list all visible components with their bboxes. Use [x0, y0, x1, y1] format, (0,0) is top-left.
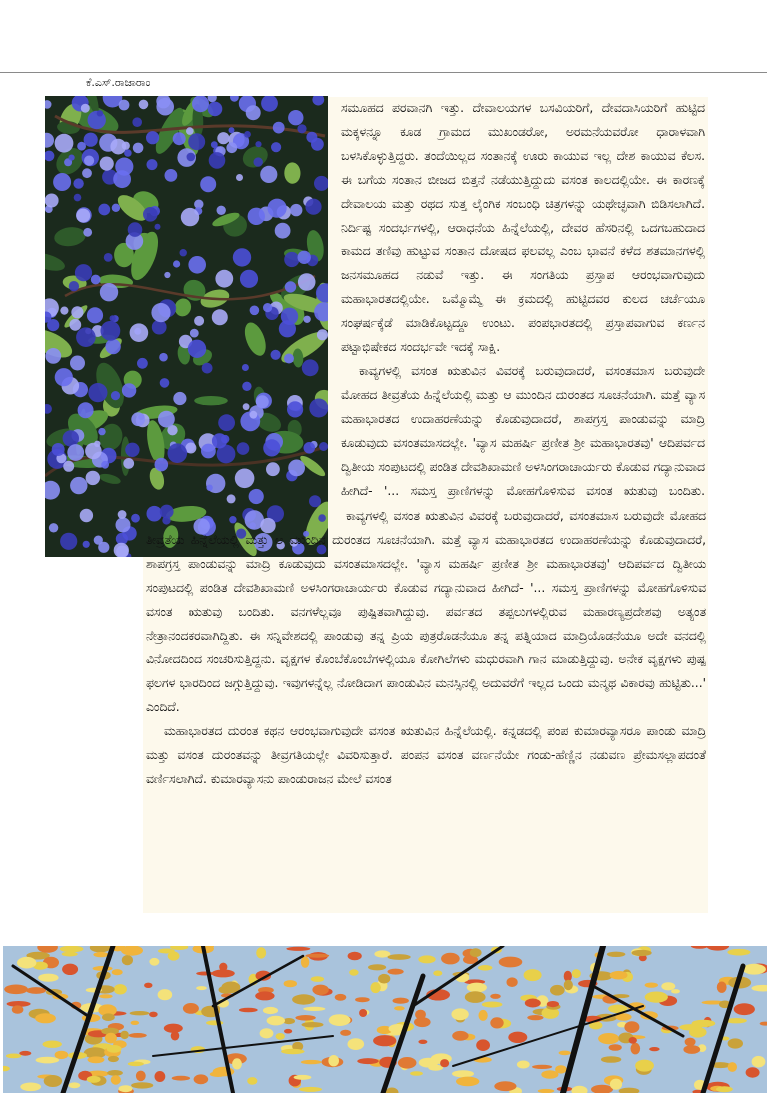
blue-flower-vine-photo — [45, 96, 328, 557]
paragraph-2: ಕಾವ್ಯಗಳಲ್ಲಿ ವಸಂತ ಋತುವಿನ ವಿವರಕ್ಕೆ ಬರುವುದಾದರೆ, ವಸಂತಮಾಸ ಬರುವುದೇ ಮೋಹದ ತೀವ್ರತೆಯ ಹಿನ್ನೆಲೆಯಲ್ಲಿ ಮತ್ತು ಆ ಮುಂದಿನ ದುರಂತದ ಸೂಚನೆಯಾಗಿ. ಮತ್ತೆ ವ್ಯಾಸ ಮಹಾಭಾರತದ ಉದಾಹರಣೆಯನ್ನು ಕೊಡುವುದಾದರೆ, ಶಾಪಗ್ರಸ್ತ ಪಾಂಡುವನ್ನು ಮಾದ್ರಿ ಕೂಡುವುದು ವಸಂತಮಾಸದಲ್ಲೇ. 'ವ್ಯಾಸ ಮಹರ್ಷಿ ಪ್ರಣೀತ ಶ್ರೀ ಮಹಾಭಾರತವು' ಆದಿಪರ್ವದ ದ್ವಿತೀಯ ಸಂಪುಟದಲ್ಲಿ ಪಂಡಿತ ದೇವಶಿಖಾಮಣಿ ಅಳಸಿಂಗರಾಚಾರ್ಯರು ಕೊಡುವ ಗದ್ಯಾನುವಾದ ಹೀಗಿದೆ- '... ಸಮಸ್ತ ಪ್ರಾಣಿಗಳನ್ನು ಮೋಹಗೊಳಿಸುವ ವಸಂತ ಋತುವು ಬಂದಿತು. ವನಗಳೆಲ್ಲವೂ ಪುಷ್ಪಿತವಾಗಿದ್ದುವು. ಪರ್ವತದ ತಪ್ಪಲುಗಳಲ್ಲಿರುವ ಮಹಾರಣ್ಯಪ್ರದೇಶವು ಅತ್ಯಂತ ನೇತ್ರಾನಂದಕರವಾಗಿದ್ದಿತು. ಈ ಸನ್ನಿವೇಶದಲ್ಲಿ ಪಾಂಡುವು ತನ್ನ ಪ್ರಿಯ ಪುತ್ರರೊಡನೆಯೂ ತನ್ನ ಪತ್ನಿಯಾದ ಮಾದ್ರಿಯೊಡನೆಯೂ ಅದೇ ವನದಲ್ಲಿ ವಿನೋದದಿಂದ ಸಂಚರಿಸುತ್ತಿದ್ದನು. ವೃಕ್ಷಗಳ ಕೊಂಬೆಕೊಂಬೆಗಳಲ್ಲಿಯೂ ಕೋಗಿಲೆಗಳು ಮಧುರವಾಗಿ ಗಾನ ಮಾಡುತ್ತಿದ್ದುವು. ಅನೇಕ ವೃಕ್ಷಗಳು ಪುಷ್ಪ ಫಲಗಳ ಭಾರದಿಂದ ಜಗ್ಗುತ್ತಿದ್ದುವು. ಇವುಗಳನ್ನೆಲ್ಲ ನೋಡಿದಾಗ ಪಾಂಡುವಿನ ಮನಸ್ಸಿನಲ್ಲಿ ಅದುವರೆಗೆ ಇಲ್ಲದ ಒಂದು ಮನ್ಮಥ ವಿಕಾರವು ಹುಟ್ಟಿತು...' ಎಂದಿದೆ. — [146, 509, 706, 715]
article-column-lower — [146, 505, 706, 913]
autumn-tree-branches-photo — [3, 946, 767, 1093]
paragraph-1: ಸಮೂಹದ ಪರವಾನಗಿ ಇತ್ತು. ದೇವಾಲಯಗಳ ಬಸವಿಯರಿಗೆ, ದೇವದಾಸಿಯರಿಗೆ ಹುಟ್ಟಿದ ಮಕ್ಕಳನ್ನೂ ಕೂಡ ಗ್ರಾಮದ ಮುಖಂಡರೋ, ಅರಮನೆಯವರೋ ಧಾರಾಳವಾಗಿ ಬಳಸಿಕೊಳ್ಳುತ್ತಿದ್ದರು. ತಂದೆಯಿಲ್ಲದ ಸಂತಾನಕ್ಕೆ ಊರು ಕಾಯುವ ಇಲ್ಲ ದೇಶ ಕಾಯುವ ಕೆಲಸ. ಈ ಬಗೆಯ ಸಂತಾನ ಬೀಜದ ಬಿತ್ತನೆ ನಡೆಯುತ್ತಿದ್ದುದು ವಸಂತ ಕಾಲದಲ್ಲಿಯೇ. ಈ ಕಾರಣಕ್ಕೆ ದೇವಾಲಯ ಮತ್ತು ರಥದ ಸುತ್ತ ಲೈಂಗಿಕ ಸಂಬಂಧಿ ಚಿತ್ರಗಳನ್ನು ಯಥೇಚ್ಛವಾಗಿ ಬಿಡಿಸಲಾಗಿದೆ. ನಿರ್ದಿಷ್ಟ ಸಂದರ್ಭಗಳಲ್ಲಿ, ಆರಾಧನೆಯ ಹಿನ್ನೆಲೆಯಲ್ಲಿ, ದೇವರ ಹೆಸರಿನಲ್ಲಿ ಒದಗಬಹುದಾದ ಕಾಮದ ತಣಿವು ಹುಟ್ಟುವ ಸಂತಾನ ದೋಷದ ಫಲವಲ್ಲ ಎಂಬ ಭಾವನೆ ಕಳೆದ ಶತಮಾನಗಳಲ್ಲಿ ಜನಸಮೂಹದ ನಡುವೆ ಇತ್ತು. ಈ ಸಂಗತಿಯ ಪ್ರಸ್ತಾಪ ಆರಂಭವಾಗುವುದು ಮಹಾಭಾರತದಲ್ಲಿಯೇ. ಒಮ್ಮೊಮ್ಮೆ ಈ ಕ್ರಮದಲ್ಲಿ ಹುಟ್ಟಿದವರ ಕುಲದ ಚರ್ಚೆಯೂ ಸಂಘರ್ಷಕ್ಕೆಡೆ ಮಾಡಿಕೊಟ್ಟದ್ದೂ ಉಂಟು. ಪಂಪಭಾರತದಲ್ಲಿ ಪ್ರಸ್ತಾಪವಾಗುವ ಕರ್ಣನ ಪಟ್ಟಾಭಿಷೇಕದ ಸಂದರ್ಭವೇ ಇದಕ್ಕೆ ಸಾಕ್ಷಿ. — [341, 101, 705, 355]
header-rule — [0, 72, 767, 73]
author-byline: ಕೆ.ಎಸ್.ರಾಜಾರಾಂ — [86, 76, 151, 89]
paragraph-2-start: ಕಾವ್ಯಗಳಲ್ಲಿ ವಸಂತ ಋತುವಿನ ವಿವರಕ್ಕೆ ಬರುವುದಾದರೆ, ವಸಂತಮಾಸ ಬರುವುದೇ ಮೋಹದ ತೀವ್ರತೆಯ ಹಿನ್ನೆಲೆಯಲ್ಲಿ ಮತ್ತು ಆ ಮುಂದಿನ ದುರಂತದ ಸೂಚನೆಯಾಗಿ. ಮತ್ತೆ ವ್ಯಾಸ ಮಹಾಭಾರತದ ಉದಾಹರಣೆಯನ್ನು ಕೊಡುವುದಾದರೆ, ಶಾಪಗ್ರಸ್ತ ಪಾಂಡುವನ್ನು ಮಾದ್ರಿ ಕೂಡುವುದು ವಸಂತಮಾಸದಲ್ಲೇ. 'ವ್ಯಾಸ ಮಹರ್ಷಿ ಪ್ರಣೀತ ಶ್ರೀ ಮಹಾಭಾರತವು' ಆದಿಪರ್ವದ ದ್ವಿತೀಯ ಸಂಪುಟದಲ್ಲಿ ಪಂಡಿತ ದೇವಶಿಖಾಮಣಿ ಅಳಸಿಂಗರಾಚಾರ್ಯರು ಕೊಡುವ ಗದ್ಯಾನುವಾದ ಹೀಗಿದೆ- '... ಸಮಸ್ತ ಪ್ರಾಣಿಗಳನ್ನು ಮೋಹಗೊಳಿಸುವ ವಸಂತ ಋತುವು ಬಂದಿತು. — [341, 363, 705, 498]
paragraph-3: ಮಹಾಭಾರತದ ದುರಂತ ಕಥನ ಆರಂಭವಾಗುವುದೇ ವಸಂತ ಋತುವಿನ ಹಿನ್ನೆಲೆಯಲ್ಲಿ. ಕನ್ನಡದಲ್ಲಿ ಪಂಪ ಕುಮಾರವ್ಯಾಸರೂ ಪಾಂಡು ಮಾದ್ರಿ ಮತ್ತು ವಸಂತ ದುರಂತವನ್ನು ತೀವ್ರಗತಿಯಲ್ಲೇ ವಿವರಿಸುತ್ತಾರೆ. ಪಂಪನ ವಸಂತ ವರ್ಣನೆಯೇ ಗಂಡು-ಹೆಣ್ಣಿನ ನಡುವಣ ಪ್ರೇಮಸಲ್ಲಾಪದಂತೆ ವರ್ಣಿಸಲಾಗಿದೆ. ಕುಮಾರವ್ಯಾಸನು ಪಾಂಡುರಾಜನ ಮೇಲೆ ವಸಂತ — [146, 724, 706, 786]
article-column-upper — [341, 97, 705, 507]
